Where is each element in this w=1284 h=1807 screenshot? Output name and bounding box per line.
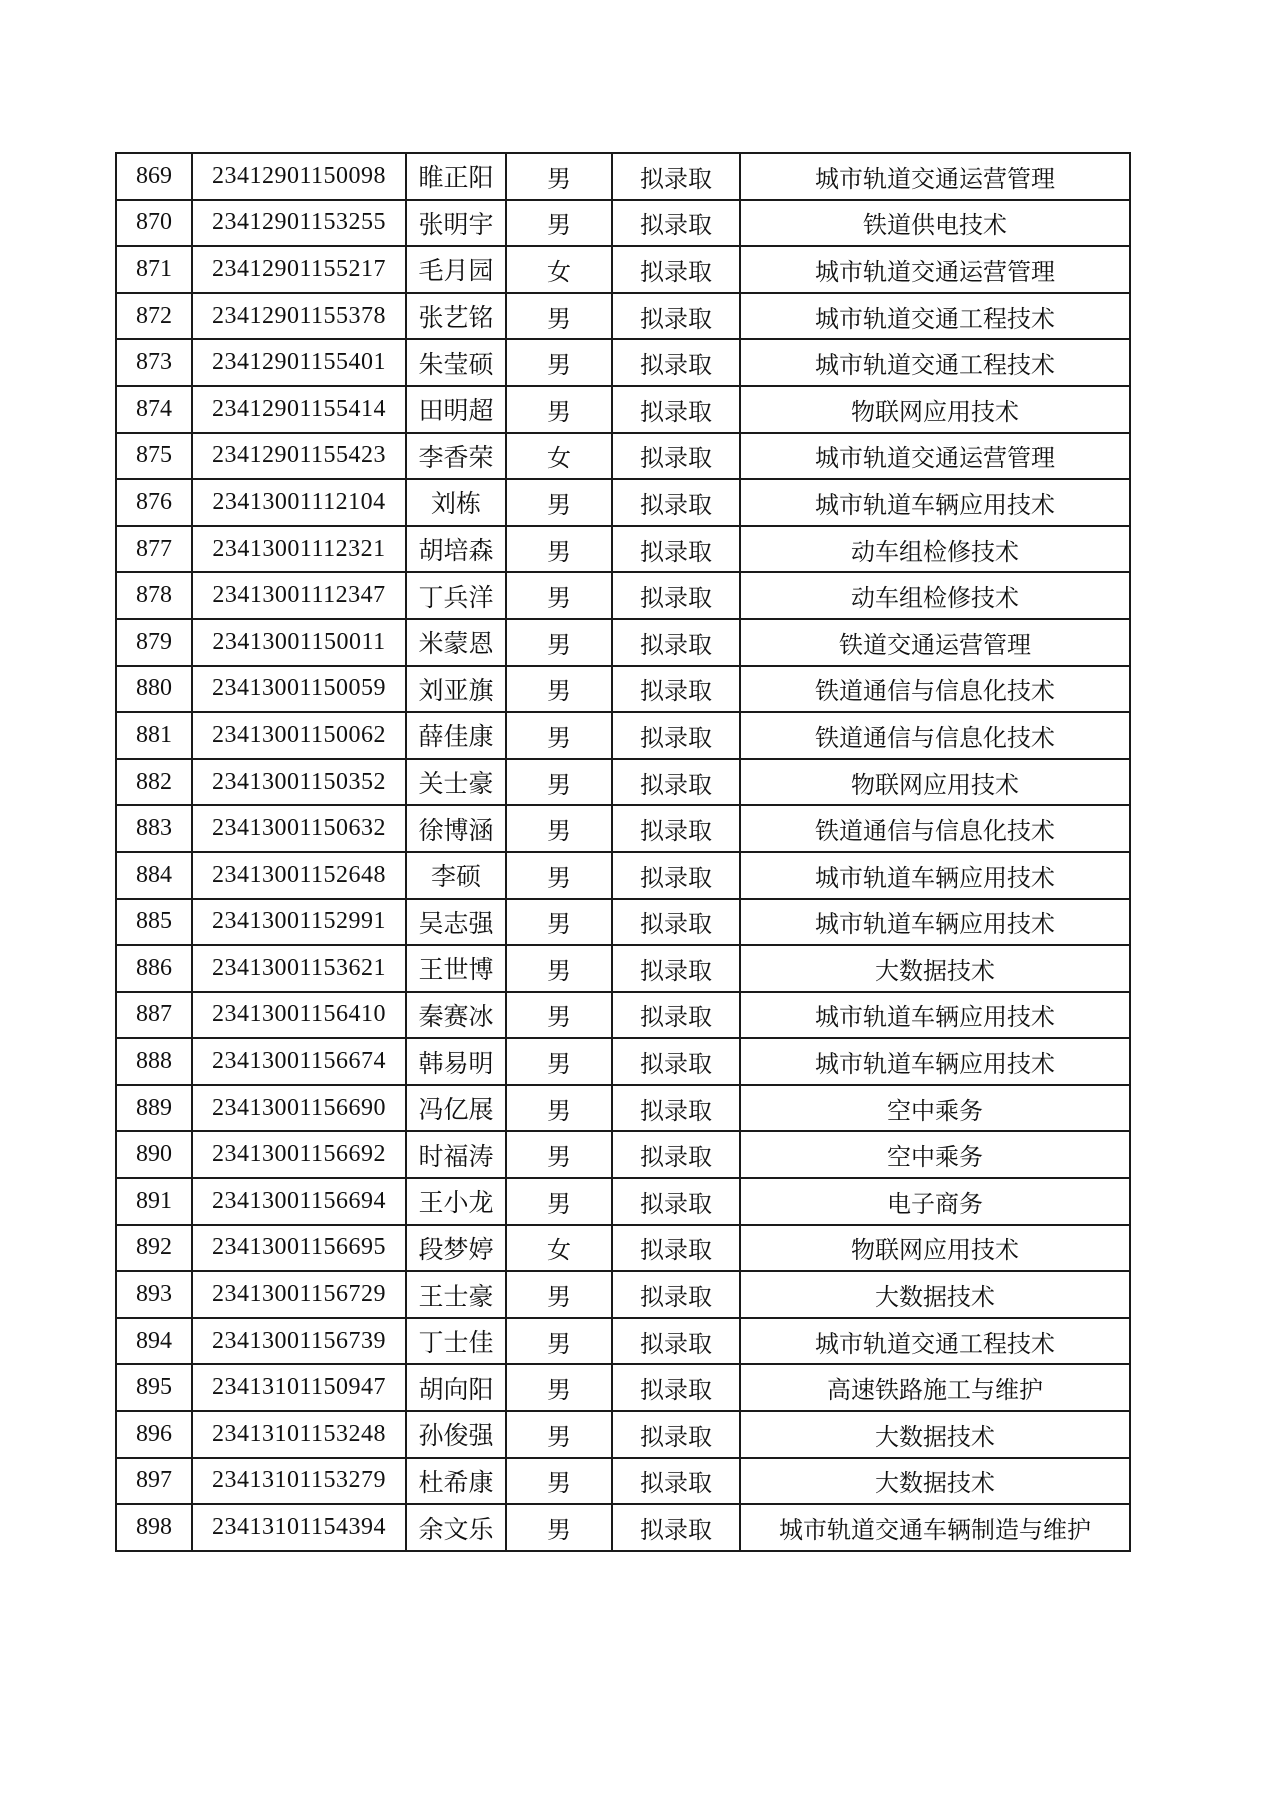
cell-candidate-id: 23413001156674: [192, 1038, 406, 1085]
cell-status: 拟录取: [612, 200, 740, 247]
cell-status: 拟录取: [612, 526, 740, 573]
cell-major: 动车组检修技术: [740, 526, 1130, 573]
cell-candidate-id: 23413001156694: [192, 1178, 406, 1225]
cell-candidate-id: 23413001150062: [192, 712, 406, 759]
cell-status: 拟录取: [612, 1318, 740, 1365]
cell-seq: 878: [116, 572, 192, 619]
table-row: [116, 572, 1130, 619]
cell-name: 胡向阳: [406, 1364, 506, 1411]
cell-status: 拟录取: [612, 992, 740, 1039]
cell-major: 大数据技术: [740, 945, 1130, 992]
cell-seq: 898: [116, 1504, 192, 1551]
cell-major: 铁道交通运营管理: [740, 619, 1130, 666]
cell-gender: 男: [506, 200, 612, 247]
cell-major: 动车组检修技术: [740, 572, 1130, 619]
cell-gender: 女: [506, 246, 612, 293]
cell-status: 拟录取: [612, 339, 740, 386]
cell-candidate-id: 23413001156729: [192, 1271, 406, 1318]
cell-candidate-id: 23413001150059: [192, 666, 406, 713]
cell-gender: 男: [506, 852, 612, 899]
cell-seq: 888: [116, 1038, 192, 1085]
cell-major: 城市轨道车辆应用技术: [740, 1038, 1130, 1085]
cell-major: 城市轨道交通车辆制造与维护: [740, 1504, 1130, 1551]
cell-status: 拟录取: [612, 1038, 740, 1085]
cell-status: 拟录取: [612, 852, 740, 899]
cell-status: 拟录取: [612, 293, 740, 340]
cell-candidate-id: 23413101153279: [192, 1458, 406, 1505]
cell-gender: 女: [506, 433, 612, 480]
table-row: [116, 153, 1130, 200]
cell-major: 大数据技术: [740, 1271, 1130, 1318]
cell-major: 铁道通信与信息化技术: [740, 666, 1130, 713]
cell-candidate-id: 23412901150098: [192, 153, 406, 200]
table-row: [116, 1178, 1130, 1225]
cell-status: 拟录取: [612, 1271, 740, 1318]
cell-name: 李香荣: [406, 433, 506, 480]
table-row: [116, 433, 1130, 480]
cell-major: 大数据技术: [740, 1458, 1130, 1505]
cell-gender: 男: [506, 339, 612, 386]
cell-seq: 880: [116, 666, 192, 713]
cell-major: 铁道通信与信息化技术: [740, 805, 1130, 852]
cell-candidate-id: 23412901155378: [192, 293, 406, 340]
cell-status: 拟录取: [612, 246, 740, 293]
cell-name: 李硕: [406, 852, 506, 899]
cell-name: 秦赛冰: [406, 992, 506, 1039]
cell-seq: 876: [116, 479, 192, 526]
cell-candidate-id: 23412901155217: [192, 246, 406, 293]
cell-status: 拟录取: [612, 1131, 740, 1178]
cell-candidate-id: 23413001152991: [192, 899, 406, 946]
cell-status: 拟录取: [612, 572, 740, 619]
cell-status: 拟录取: [612, 666, 740, 713]
cell-status: 拟录取: [612, 1085, 740, 1132]
cell-gender: 女: [506, 1225, 612, 1272]
cell-name: 时福涛: [406, 1131, 506, 1178]
cell-name: 毛月园: [406, 246, 506, 293]
cell-seq: 870: [116, 200, 192, 247]
cell-gender: 男: [506, 293, 612, 340]
cell-seq: 873: [116, 339, 192, 386]
cell-status: 拟录取: [612, 712, 740, 759]
cell-name: 刘栋: [406, 479, 506, 526]
table-row: [116, 526, 1130, 573]
cell-candidate-id: 23412901155423: [192, 433, 406, 480]
cell-name: 朱莹硕: [406, 339, 506, 386]
cell-seq: 884: [116, 852, 192, 899]
cell-major: 高速铁路施工与维护: [740, 1364, 1130, 1411]
cell-candidate-id: 23413001150632: [192, 805, 406, 852]
table-row: [116, 1038, 1130, 1085]
cell-candidate-id: 23413001156690: [192, 1085, 406, 1132]
cell-status: 拟录取: [612, 1225, 740, 1272]
cell-seq: 886: [116, 945, 192, 992]
cell-gender: 男: [506, 153, 612, 200]
table-row: [116, 1458, 1130, 1505]
cell-gender: 男: [506, 992, 612, 1039]
cell-major: 物联网应用技术: [740, 759, 1130, 806]
cell-candidate-id: 23413001153621: [192, 945, 406, 992]
cell-name: 米蒙恩: [406, 619, 506, 666]
cell-seq: 872: [116, 293, 192, 340]
cell-seq: 892: [116, 1225, 192, 1272]
cell-candidate-id: 23413001156739: [192, 1318, 406, 1365]
cell-gender: 男: [506, 1411, 612, 1458]
cell-status: 拟录取: [612, 1178, 740, 1225]
cell-seq: 890: [116, 1131, 192, 1178]
cell-status: 拟录取: [612, 153, 740, 200]
cell-name: 丁兵洋: [406, 572, 506, 619]
cell-seq: 885: [116, 899, 192, 946]
cell-candidate-id: 23413101153248: [192, 1411, 406, 1458]
cell-gender: 男: [506, 1131, 612, 1178]
cell-gender: 男: [506, 572, 612, 619]
cell-status: 拟录取: [612, 805, 740, 852]
table-row: [116, 293, 1130, 340]
cell-name: 冯亿展: [406, 1085, 506, 1132]
cell-gender: 男: [506, 712, 612, 759]
cell-gender: 男: [506, 945, 612, 992]
cell-seq: 871: [116, 246, 192, 293]
cell-gender: 男: [506, 805, 612, 852]
cell-major: 铁道通信与信息化技术: [740, 712, 1130, 759]
cell-seq: 895: [116, 1364, 192, 1411]
cell-seq: 874: [116, 386, 192, 433]
cell-status: 拟录取: [612, 759, 740, 806]
table-row: [116, 805, 1130, 852]
cell-name: 胡培森: [406, 526, 506, 573]
cell-major: 物联网应用技术: [740, 1225, 1130, 1272]
table-row: [116, 1504, 1130, 1551]
table-row: [116, 619, 1130, 666]
cell-name: 孙俊强: [406, 1411, 506, 1458]
cell-major: 城市轨道车辆应用技术: [740, 899, 1130, 946]
table-row: [116, 666, 1130, 713]
cell-name: 刘亚旗: [406, 666, 506, 713]
table-row: [116, 1131, 1130, 1178]
cell-candidate-id: 23413101150947: [192, 1364, 406, 1411]
cell-name: 王世博: [406, 945, 506, 992]
cell-major: 城市轨道交通工程技术: [740, 1318, 1130, 1365]
cell-status: 拟录取: [612, 479, 740, 526]
cell-status: 拟录取: [612, 1364, 740, 1411]
table-row: [116, 200, 1130, 247]
table-row: [116, 479, 1130, 526]
cell-name: 王小龙: [406, 1178, 506, 1225]
cell-candidate-id: 23413101154394: [192, 1504, 406, 1551]
cell-status: 拟录取: [612, 433, 740, 480]
table-row: [116, 1085, 1130, 1132]
cell-name: 丁士佳: [406, 1318, 506, 1365]
cell-name: 段梦婷: [406, 1225, 506, 1272]
cell-major: 城市轨道交通工程技术: [740, 339, 1130, 386]
cell-name: 韩易明: [406, 1038, 506, 1085]
table-row: [116, 1271, 1130, 1318]
cell-major: 空中乘务: [740, 1085, 1130, 1132]
cell-seq: 883: [116, 805, 192, 852]
cell-name: 关士豪: [406, 759, 506, 806]
cell-gender: 男: [506, 619, 612, 666]
cell-status: 拟录取: [612, 1504, 740, 1551]
cell-name: 吴志强: [406, 899, 506, 946]
admission-roster-table: [115, 152, 1131, 1552]
cell-status: 拟录取: [612, 1458, 740, 1505]
cell-seq: 875: [116, 433, 192, 480]
cell-gender: 男: [506, 1038, 612, 1085]
roster-body: [116, 153, 1130, 1551]
cell-seq: 893: [116, 1271, 192, 1318]
cell-gender: 男: [506, 899, 612, 946]
cell-gender: 男: [506, 526, 612, 573]
cell-major: 物联网应用技术: [740, 386, 1130, 433]
cell-major: 城市轨道车辆应用技术: [740, 852, 1130, 899]
cell-major: 城市轨道交通运营管理: [740, 246, 1130, 293]
cell-seq: 896: [116, 1411, 192, 1458]
cell-major: 城市轨道车辆应用技术: [740, 479, 1130, 526]
cell-status: 拟录取: [612, 386, 740, 433]
cell-major: 城市轨道交通工程技术: [740, 293, 1130, 340]
cell-candidate-id: 23413001156410: [192, 992, 406, 1039]
cell-major: 空中乘务: [740, 1131, 1130, 1178]
cell-candidate-id: 23413001156692: [192, 1131, 406, 1178]
cell-seq: 881: [116, 712, 192, 759]
cell-name: 张艺铭: [406, 293, 506, 340]
cell-gender: 男: [506, 1271, 612, 1318]
cell-gender: 男: [506, 1318, 612, 1365]
cell-name: 王士豪: [406, 1271, 506, 1318]
cell-status: 拟录取: [612, 899, 740, 946]
cell-gender: 男: [506, 1085, 612, 1132]
cell-candidate-id: 23413001112104: [192, 479, 406, 526]
table-row: [116, 1225, 1130, 1272]
cell-seq: 869: [116, 153, 192, 200]
cell-candidate-id: 23413001112321: [192, 526, 406, 573]
cell-gender: 男: [506, 1504, 612, 1551]
table-row: [116, 992, 1130, 1039]
cell-candidate-id: 23413001150011: [192, 619, 406, 666]
table-row: [116, 339, 1130, 386]
cell-major: 电子商务: [740, 1178, 1130, 1225]
cell-gender: 男: [506, 759, 612, 806]
cell-major: 城市轨道车辆应用技术: [740, 992, 1130, 1039]
cell-seq: 891: [116, 1178, 192, 1225]
cell-candidate-id: 23413001112347: [192, 572, 406, 619]
cell-gender: 男: [506, 1364, 612, 1411]
table-row: [116, 945, 1130, 992]
cell-seq: 877: [116, 526, 192, 573]
cell-status: 拟录取: [612, 945, 740, 992]
cell-gender: 男: [506, 666, 612, 713]
cell-seq: 882: [116, 759, 192, 806]
cell-candidate-id: 23412901153255: [192, 200, 406, 247]
table-row: [116, 712, 1130, 759]
table-row: [116, 759, 1130, 806]
cell-gender: 男: [506, 386, 612, 433]
cell-candidate-id: 23413001152648: [192, 852, 406, 899]
cell-major: 大数据技术: [740, 1411, 1130, 1458]
cell-status: 拟录取: [612, 1411, 740, 1458]
cell-candidate-id: 23413001156695: [192, 1225, 406, 1272]
cell-name: 睢正阳: [406, 153, 506, 200]
table-row: [116, 1364, 1130, 1411]
cell-gender: 男: [506, 1178, 612, 1225]
cell-name: 余文乐: [406, 1504, 506, 1551]
cell-gender: 男: [506, 479, 612, 526]
cell-name: 田明超: [406, 386, 506, 433]
cell-seq: 889: [116, 1085, 192, 1132]
cell-name: 薛佳康: [406, 712, 506, 759]
table-row: [116, 1411, 1130, 1458]
cell-gender: 男: [506, 1458, 612, 1505]
table-row: [116, 246, 1130, 293]
cell-candidate-id: 23412901155401: [192, 339, 406, 386]
cell-name: 徐博涵: [406, 805, 506, 852]
cell-major: 铁道供电技术: [740, 200, 1130, 247]
table-row: [116, 852, 1130, 899]
table-row: [116, 899, 1130, 946]
table-row: [116, 386, 1130, 433]
cell-seq: 887: [116, 992, 192, 1039]
cell-seq: 894: [116, 1318, 192, 1365]
cell-name: 张明宇: [406, 200, 506, 247]
cell-candidate-id: 23413001150352: [192, 759, 406, 806]
cell-name: 杜希康: [406, 1458, 506, 1505]
cell-seq: 879: [116, 619, 192, 666]
cell-major: 城市轨道交通运营管理: [740, 153, 1130, 200]
table-row: [116, 1318, 1130, 1365]
cell-status: 拟录取: [612, 619, 740, 666]
cell-candidate-id: 23412901155414: [192, 386, 406, 433]
cell-major: 城市轨道交通运营管理: [740, 433, 1130, 480]
cell-seq: 897: [116, 1458, 192, 1505]
